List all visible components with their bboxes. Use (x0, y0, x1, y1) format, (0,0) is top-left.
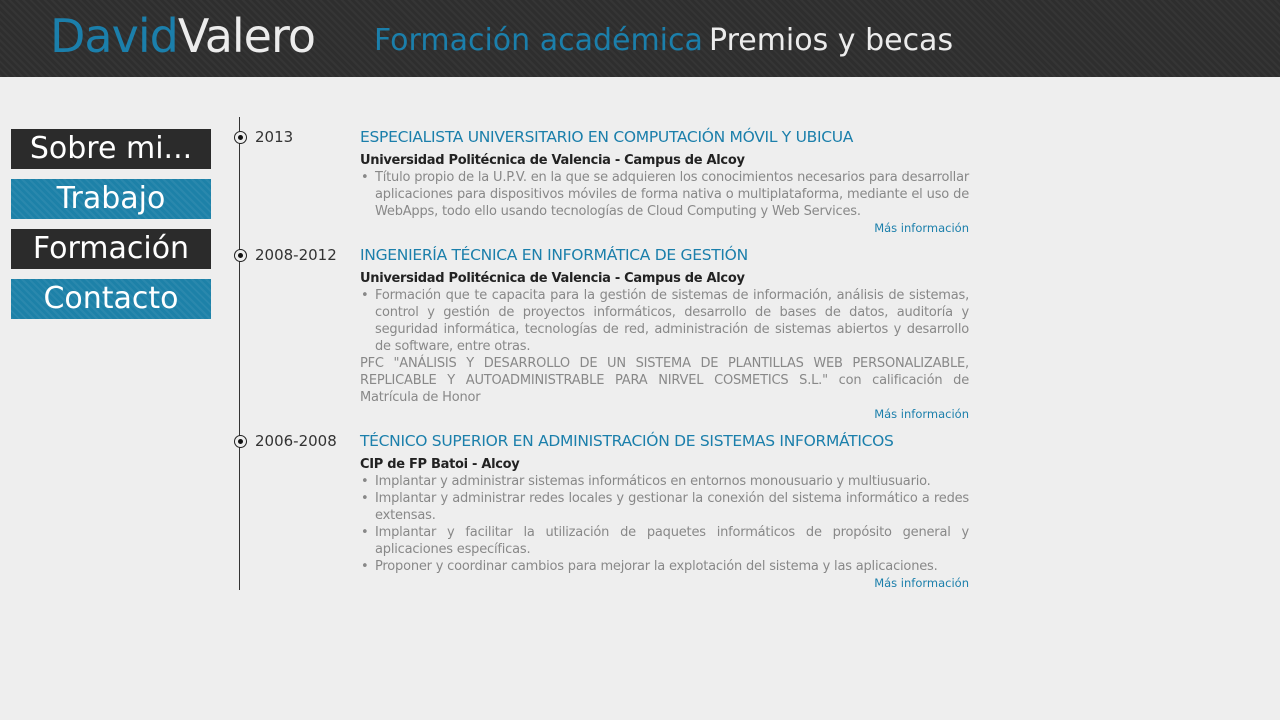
nav-premios-becas[interactable]: Premios y becas (709, 23, 954, 58)
entry-description-item: • Título propio de la U.P.V. en la que se adquieren los conocimientos necesarios para desarrollar aplicaciones para dispositivos móviles de forma nativa o multiplataforma, mediante el uso de WebApps, todo ello usando tecnologías de Cloud Computing y Web Services. (360, 169, 969, 220)
entry-project-note: PFC "ANÁLISIS Y DESARROLLO DE UN SISTEMA DE PLANTILLAS WEB PERSONALIZABLE, REPLICABLE Y AUTOADMINISTRABLE PARA NIRVEL COSMETICS S.L." con calificación de Matrícula de Honor (360, 356, 969, 405)
entry-institution: Universidad Politécnica de Valencia - Campus de Alcoy (360, 153, 745, 168)
timeline-entry (360, 431, 969, 591)
sidebar-item-contacto[interactable]: Contacto (11, 279, 211, 319)
entry-description-item: • Formación que te capacita para la gestión de sistemas de información, análisis de sistemas, control y gestión de proyectos informáticos, desarrollo de bases de datos, auditoría y seguridad informática, tecnologías de red, administración de sistemas abiertos y desarrollo de software, entre otras. (360, 287, 969, 355)
entry-title: ESPECIALISTA UNIVERSITARIO EN COMPUTACIÓN MÓVIL Y UBICUA (360, 128, 854, 146)
more-info-link[interactable]: Más información (874, 221, 969, 235)
entry-institution: CIP de FP Batoi - Alcoy (360, 457, 520, 472)
timeline-entry (360, 127, 969, 236)
timeline-entry (360, 245, 969, 422)
sidebar-item-sobre-mi[interactable]: Sobre mi... (11, 129, 211, 169)
entry-title: TÉCNICO SUPERIOR EN ADMINISTRACIÓN DE SISTEMAS INFORMÁTICOS (360, 432, 894, 450)
more-info-link[interactable]: Más información (874, 407, 969, 421)
timeline-year: 2008-2012 (255, 246, 337, 264)
entry-description-list (360, 473, 969, 575)
timeline-marker-icon (234, 249, 247, 262)
logo-first-name: David (50, 9, 178, 63)
entry-institution: Universidad Politécnica de Valencia - Campus de Alcoy (360, 271, 745, 286)
timeline-year: 2013 (255, 128, 294, 146)
more-info-link[interactable]: Más información (874, 576, 969, 590)
entry-description-list (360, 287, 969, 355)
timeline-line (239, 117, 240, 590)
timeline-marker-icon (234, 435, 247, 448)
entry-description-item: • Implantar y administrar redes locales y gestionar la conexión del sistema informático a redes extensas. (360, 490, 969, 524)
logo-last-name: Valero (177, 9, 316, 63)
entry-description-item: • Implantar y facilitar la utilización de paquetes informáticos de propósito general y aplicaciones específicas. (360, 524, 969, 558)
entry-description-item: • Implantar y administrar sistemas informáticos en entornos monousuario y multiusuario. (360, 473, 969, 490)
sidebar-item-trabajo[interactable]: Trabajo (11, 179, 211, 219)
site-logo[interactable] (50, 6, 315, 66)
timeline-year: 2006-2008 (255, 432, 337, 450)
entry-description-list (360, 169, 969, 220)
entry-title: INGENIERÍA TÉCNICA EN INFORMÁTICA DE GESTIÓN (360, 246, 748, 264)
timeline-marker-icon (234, 131, 247, 144)
entry-description-item: • Proponer y coordinar cambios para mejorar la explotación del sistema y las aplicaciones. (360, 558, 969, 575)
sidebar-item-formacion[interactable]: Formación (11, 229, 211, 269)
site-header (0, 0, 1280, 77)
nav-formacion-academica[interactable]: Formación académica (374, 23, 703, 58)
